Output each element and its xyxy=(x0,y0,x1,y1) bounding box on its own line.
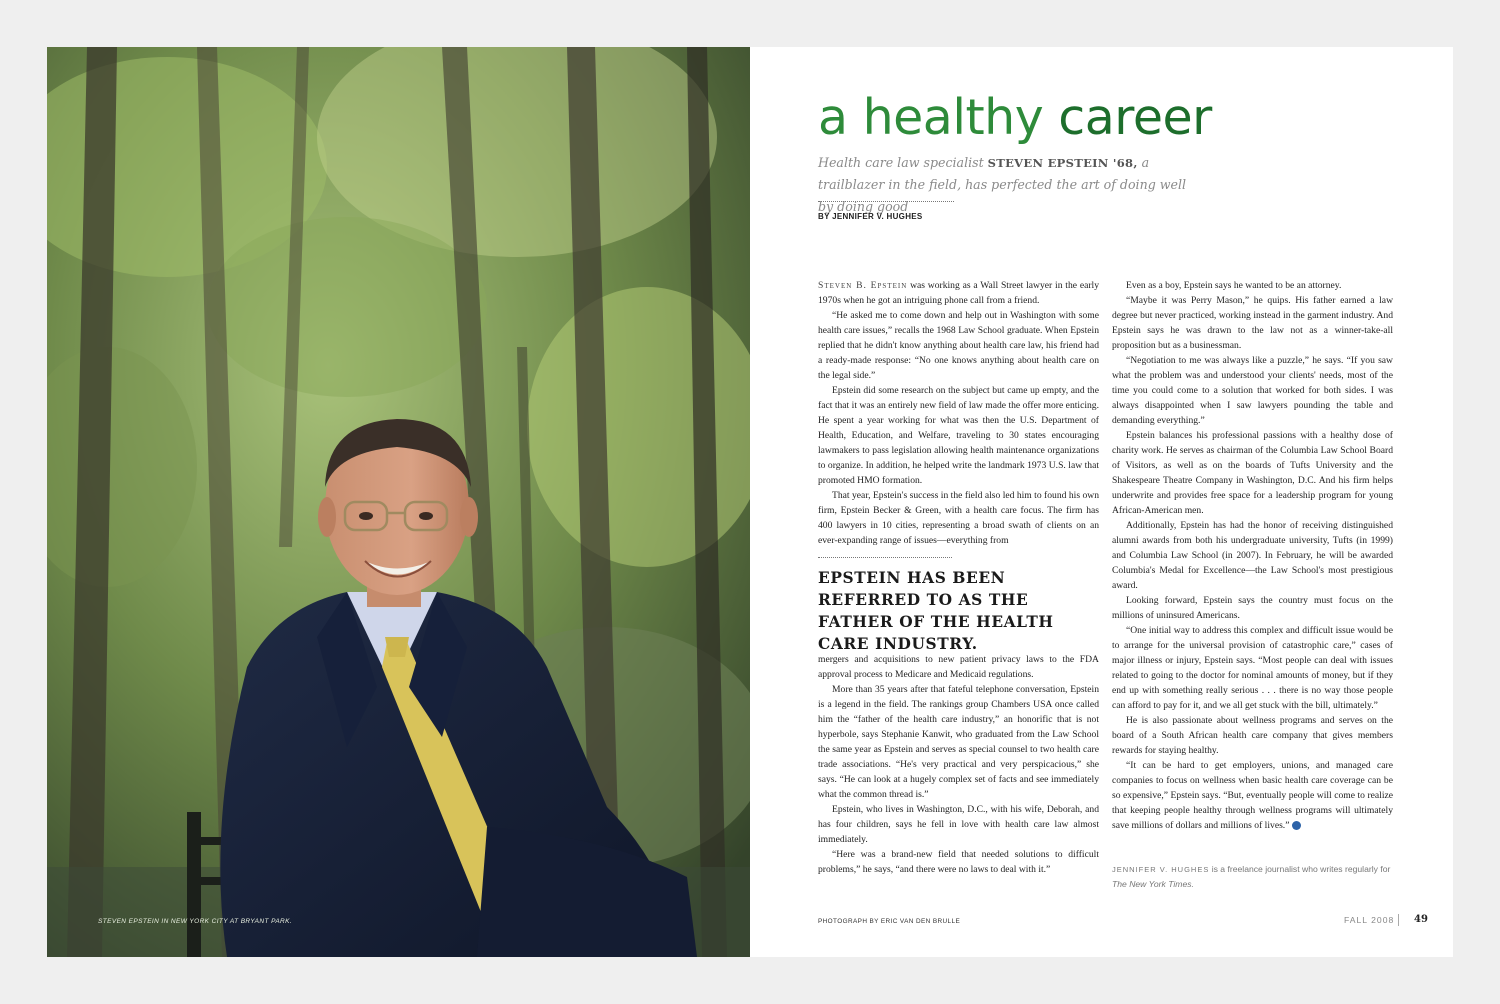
bio-text: is a freelance journalist who writes regularly for xyxy=(1209,864,1391,874)
column-1-bottom xyxy=(818,652,1099,877)
paragraph: Additionally, Epstein has had the honor of receiving distinguished alumni awards from both his undergraduate university, Tufts (in 1999) and Columbia Law School (in 2007). In February, he will be awarded Columbia's Medal for Excellence—the Law School's most prestigious award. xyxy=(1112,520,1393,591)
bio-publication: The New York Times. xyxy=(1112,879,1194,889)
lead-in: Steven B. Epstein xyxy=(818,280,908,291)
photo-caption: STEVEN EPSTEIN IN NEW YORK CITY AT BRYANT PARK. xyxy=(98,918,293,925)
article-deck xyxy=(818,152,1198,218)
paragraph: mergers and acquisitions to new patient privacy laws to the FDA approval process to Medicare and Medicaid regulations. xyxy=(818,654,1099,680)
paragraph: “He asked me to come down and help out in Washington with some health care issues,” recalls the 1968 Law School graduate. When Epstein replied that he didn't know anything about health care law, his friend had a ready-made response: “No one knows anything about health care on the legal side.” xyxy=(818,310,1099,381)
folio-divider xyxy=(1398,914,1399,926)
byline: BY JENNIFER V. HUGHES xyxy=(818,212,923,221)
pullquote: EPSTEIN HAS BEEN REFERRED TO AS THE FATHER OF THE HEALTH CARE INDUSTRY. xyxy=(818,569,1054,653)
issue-folio: FALL 2008 xyxy=(1344,915,1395,925)
article-page xyxy=(750,47,1453,957)
paragraph: Even as a boy, Epstein says he wanted to be an attorney. xyxy=(1126,280,1342,291)
title-part-2: career xyxy=(1058,89,1212,146)
deck-after: a trailblazer in the field, has perfected the art of doing well by doing good xyxy=(818,155,1187,214)
pullquote-divider xyxy=(818,557,952,558)
deck-divider xyxy=(818,201,954,202)
end-mark-icon xyxy=(1292,821,1301,830)
paragraph: Epstein, who lives in Washington, D.C., with his wife, Deborah, and has four children, says he fell in love with health care law almost immediately. xyxy=(818,804,1099,845)
paragraph: “Here was a brand-new field that needed solutions to difficult problems,” he says, “and there were no laws to deal with it.” xyxy=(818,849,1099,875)
paragraph: “Maybe it was Perry Mason,” he quips. His father earned a law degree but never practiced, working instead in the garment industry. And Epstein says he was drawn to the law not as a winner-take-all proposition but as a businessman. xyxy=(1112,295,1393,351)
paragraph: That year, Epstein's success in the field also led him to found his own firm, Epstein Becker & Green, with a health care focus. The firm has 400 lawyers in 10 cities, representing a broad swath of clients on an ever-expanding range of issues—everything from xyxy=(818,490,1099,546)
paragraph: He is also passionate about wellness programs and serves on the board of a South African health care company that gives members rewards for staying healthy. xyxy=(1112,715,1393,756)
magazine-spread xyxy=(47,47,1453,957)
paragraph: “One initial way to address this complex and difficult issue would be to arrange for the universal provision of catastrophic care,” cases of major illness or injury, Epstein says. “Most people can deal with issues related to going to the doctor for nominal amounts of money, but if they end up with something really serious . . . there is no way those people can afford to pay for it, and we all get stuck with the bill, ultimately.” xyxy=(1112,625,1393,711)
author-bio xyxy=(1112,862,1402,891)
column-2 xyxy=(1112,278,1393,833)
title-part-1: a healthy xyxy=(818,89,1059,146)
deck-name: STEVEN EPSTEIN '68, xyxy=(987,156,1138,170)
paragraph: Steven B. Epstein was working as a Wall Street lawyer in the early 1970s when he got an intriguing phone call from a friend. xyxy=(818,280,1099,306)
paragraph: More than 35 years after that fateful telephone conversation, Epstein is a legend in the field. The rankings group Chambers USA once called him the “father of the health care industry,” an honorific that is not hyperbole, says Stephanie Kanwit, who graduated from the Law School the same year as Epstein and serves as special counsel to two health care trade associations. “He's very practical and very perspicacious,” she says. “He can look at a hugely complex set of facts and see immediately what the common thread is.” xyxy=(818,684,1099,800)
article-title xyxy=(818,91,1212,145)
bio-name: JENNIFER V. HUGHES xyxy=(1112,865,1210,874)
page-number: 49 xyxy=(1414,914,1428,925)
paragraph: Epstein balances his professional passions with a healthy dose of charity work. He serves as chairman of the Columbia Law School Board of Visitors, as well as on the boards of Tufts University and the Shakespeare Theatre Company in Washington, D.C. And his firm helps underwrite and provides free space for a leadership program for young African-American men. xyxy=(1112,430,1393,516)
paragraph: “Negotiation to me was always like a puzzle,” he says. “If you saw what the problem was and understood your clients' needs, most of the time you could come to a solution that worked for both sides. I was always disappointed when I saw lawyers pounding the table and demanding everything.” xyxy=(1112,355,1393,426)
paragraph: Looking forward, Epstein says the country must focus on the millions of uninsured Americans. xyxy=(1112,595,1393,621)
deck-before: Health care law specialist xyxy=(818,155,988,170)
paragraph: “It can be hard to get employers, unions, and managed care companies to focus on wellness when basic health care coverage can be so expensive,” Epstein says. “But, eventually people will come to realize that keeping people healthy through wellness programs will ultimately save millions of dollars and millions of lives.” xyxy=(1112,760,1393,831)
column-1-top xyxy=(818,278,1099,548)
paragraph: Epstein did some research on the subject but came up empty, and the fact that it was an entirely new field of law made the offer more enticing. He spent a year working for what was then the U.S. Department of Health, Education, and Welfare, traveling to 30 states encouraging lawmakers to pass legislation allowing health maintenance organizations to organize. In addition, he helped write the landmark 1973 U.S. law that promoted HMO formation. xyxy=(818,385,1099,486)
portrait-photo xyxy=(47,47,750,957)
photo-credit: PHOTOGRAPH BY ERIC VAN DEN BRULLE xyxy=(818,918,961,925)
portrait-illustration xyxy=(47,47,750,957)
